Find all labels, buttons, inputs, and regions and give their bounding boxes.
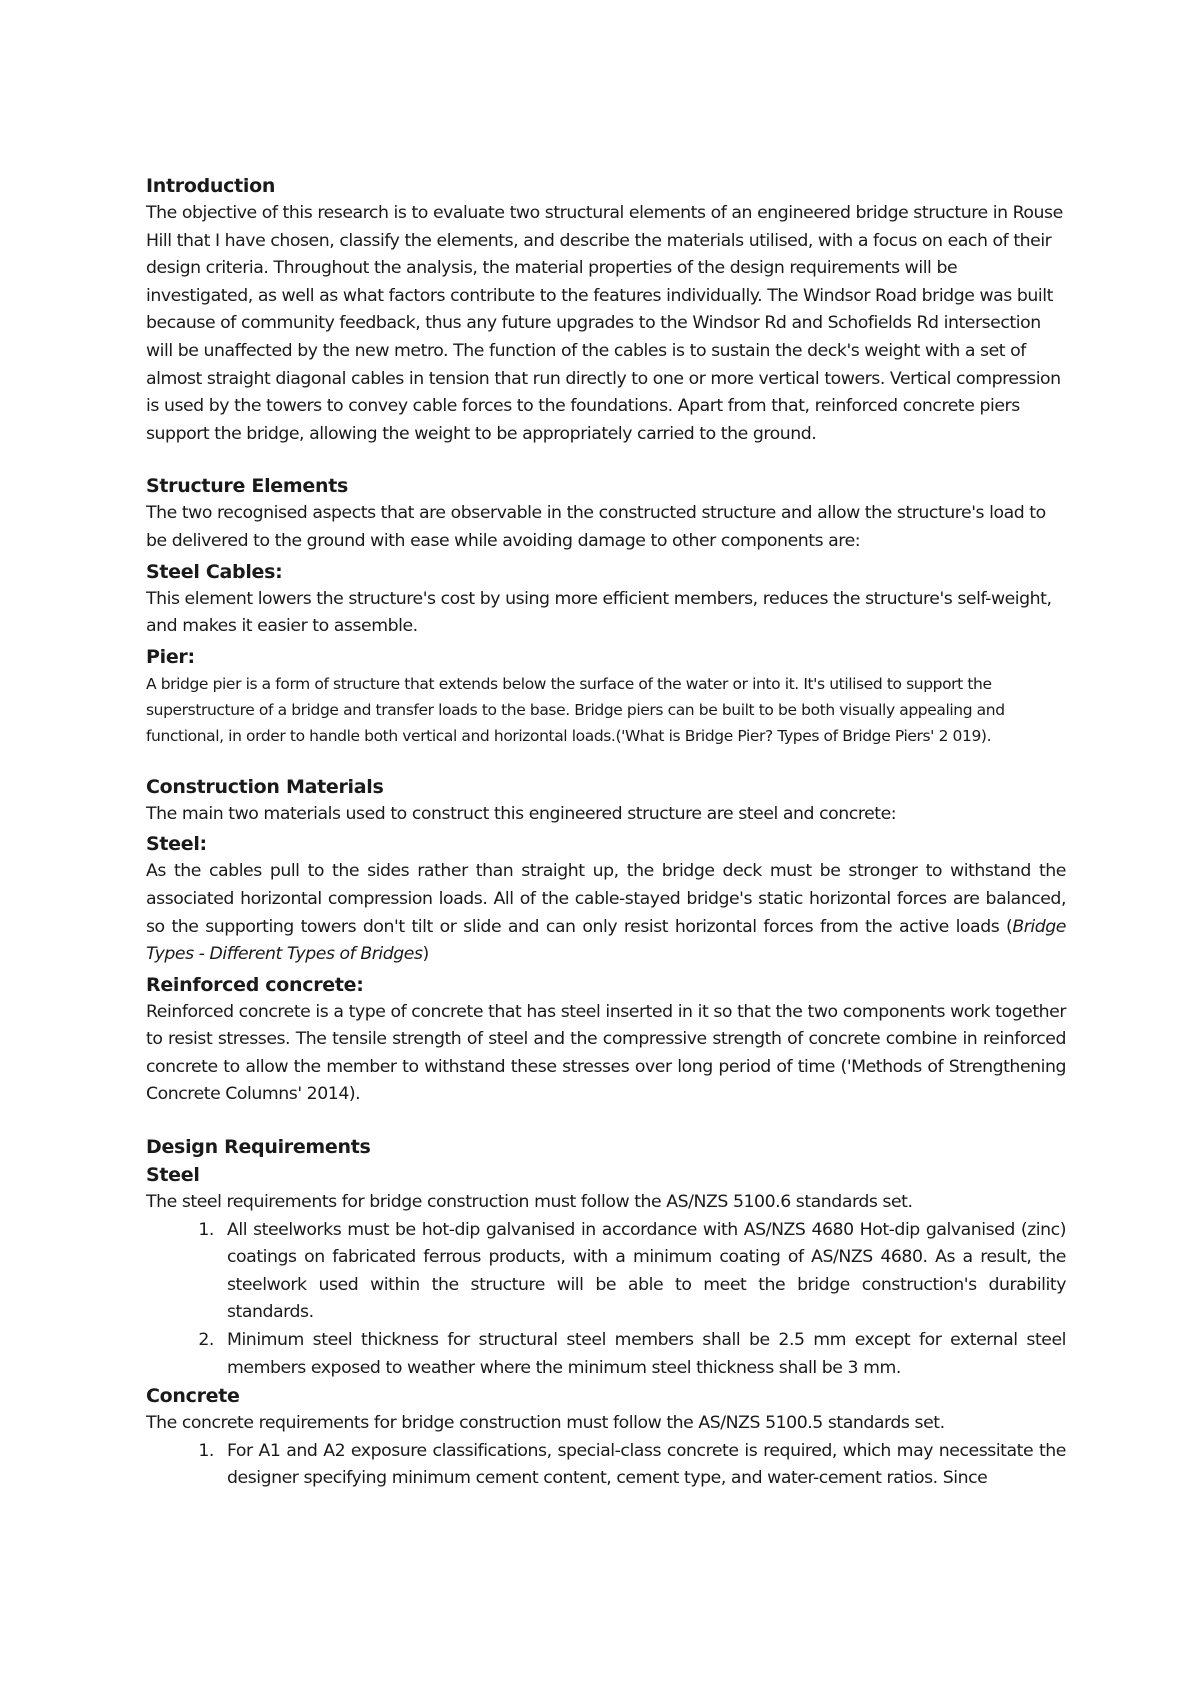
list-item: 1. All steelworks must be hot-dip galvanised in accordance with AS/NZS 4680 Hot-dip galvanised (zinc) coatings on fabricated ferrous products, with a minimum coating of AS/NZS 4680. As a result, the steelwork used within the structure will be able to meet the bridge construction's durability standards. <box>219 1217 1066 1327</box>
steel-citation: Bridge Types - Different Types of Bridges <box>146 916 1066 965</box>
introduction-section <box>146 172 1066 448</box>
design-requirements-heading: Design Requirements <box>146 1136 371 1159</box>
construction-materials-heading: Construction Materials <box>146 775 384 798</box>
introduction-heading: Introduction <box>146 175 276 197</box>
steel-cables-body: This element lowers the structure's cost by using more efficient members, reduces the structure's self-weight, and makes it easier to assemble. <box>146 588 1052 637</box>
document-page <box>146 172 1066 1493</box>
reinforced-concrete-heading: Reinforced concrete: <box>146 973 364 996</box>
design-concrete-heading: Concrete <box>146 1385 240 1408</box>
design-steel-list <box>146 1217 1066 1383</box>
design-concrete-intro: The concrete requirements for bridge construction must follow the AS/NZS 5100.5 standards set. <box>146 1413 945 1434</box>
structure-elements-body: The two recognised aspects that are observable in the constructed structure and allow the structure's load to be delivered to the ground with ease while avoiding damage to other components are: <box>146 503 1046 551</box>
design-concrete-list <box>146 1438 1066 1493</box>
list-item: 2. Minimum steel thickness for structural steel members shall be 2.5 mm except for external steel members exposed to weather where the minimum steel thickness shall be 3 mm. <box>219 1327 1066 1382</box>
introduction-body: The objective of this research is to evaluate two structural elements of an engineered bridge structure in Rouse Hill that I have chosen, classify the elements, and describe the materials utilised, with a focus on each of their design criteria. Throughout the analysis, the material properties of the design requirements will be investigated, as well as what factors contribute to the features individually. The Windsor Road bridge was built because of community feedback, thus any future upgrades to the Windsor Rd and Schofields Rd intersection will be unaffected by the new metro. The function of the cables is to sustain the deck's weight with a set of almost straight diagonal cables in tension that run directly to one or more vertical towers. Vertical compression is used by the towers to convey cable forces to the foundations. Apart from that, reinforced concrete piers support the bridge, allowing the weight to be appropriately carried to the ground. <box>146 203 1063 444</box>
structure-elements-heading: Structure Elements <box>146 475 348 498</box>
construction-materials-body: The main two materials used to construct this engineered structure are steel and concrete: <box>146 803 897 824</box>
design-steel-heading: Steel <box>146 1164 200 1187</box>
reinforced-concrete-body: Reinforced concrete is a type of concrete that has steel inserted in it so that the two components work together to resist stresses. The tensile strength of steel and the compressive strength of concrete combine in reinforced concrete to allow the member to withstand these stresses over long period of time ('Methods of Strengthening Concrete Columns' 2014). <box>146 1001 1066 1105</box>
steel-body-end: ) <box>422 944 429 965</box>
steel-body-text: As the cables pull to the sides rather than straight up, the bridge deck must be stronger to withstand the associated horizontal compression loads. All of the cable-stayed bridge's static horizontal forces are balanced, so the supporting towers don't tilt or slide and can only resist horizontal forces from the active loads ( <box>146 861 1066 937</box>
list-item: 1. For A1 and A2 exposure classifications, special-class concrete is required, which may necessitate the designer specifying minimum cement content, cement type, and water-cement ratios. Since <box>219 1438 1066 1493</box>
steel-cables-heading: Steel Cables: <box>146 560 283 583</box>
pier-body: A bridge pier is a form of structure that extends below the surface of the water or into it. It's utilised to support the superstructure of a bridge and transfer loads to the base. Bridge piers can be built to be both visually appealing and functional, in order to handle both vertical and horizontal loads.('What is Bridge Pier? Types of Bridge Piers' 2 019). <box>146 674 1005 745</box>
design-steel-intro: The steel requirements for bridge construction must follow the AS/NZS 5100.6 standards set. <box>146 1192 913 1213</box>
pier-heading: Pier: <box>146 645 195 668</box>
steel-heading: Steel: <box>146 833 207 856</box>
design-requirements-section <box>146 1133 1066 1493</box>
steel-body <box>146 858 1066 968</box>
construction-materials-section <box>146 773 1066 1109</box>
structure-elements-section <box>146 472 1066 748</box>
